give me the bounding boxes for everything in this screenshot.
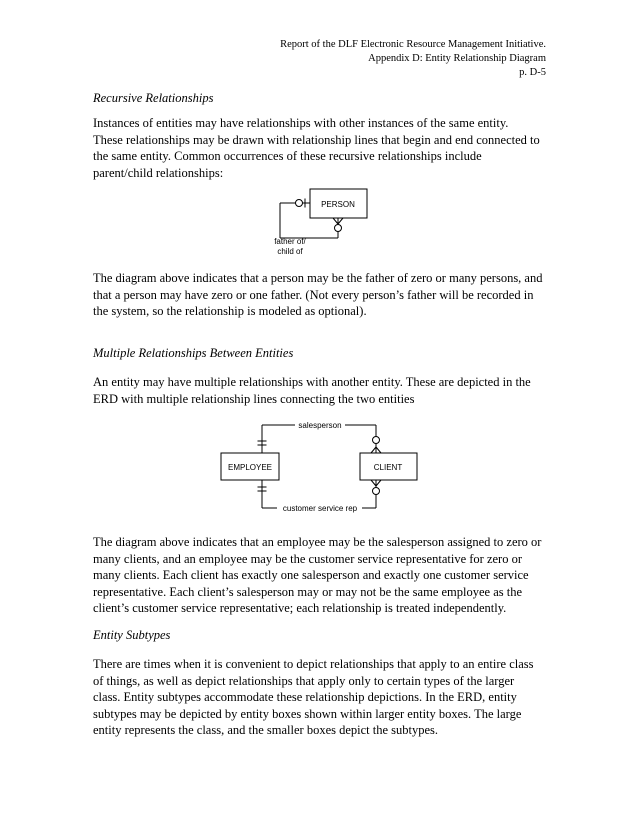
entity-employee-label: EMPLOYEE (227, 463, 273, 472)
page-header (280, 38, 546, 80)
relationship-label-father-of: father of/ (274, 237, 306, 246)
relationship-label-customer-service-rep: customer service rep (282, 504, 358, 513)
diagram-recursive-person (0, 183, 638, 263)
entity-client-label: CLIENT (373, 463, 403, 472)
entity-person-label: PERSON (321, 200, 355, 209)
text-line: These relationships may be drawn with relationship lines that begin and end connected to (93, 132, 540, 147)
paragraph-recursive-intro (93, 115, 553, 181)
text-line: many clients. Each client has exactly one salesperson and exactly one customer service (93, 568, 529, 582)
relationship-label-salesperson: salesperson (298, 421, 342, 430)
text-line: The diagram above indicates that an employee may be the salesperson assigned to zero or (93, 535, 542, 549)
text-line: class. Entity subtypes accommodate these relationship depictions. In the ERD, entity (93, 690, 517, 704)
text-line: the system, so the relationship is modeled as optional). (93, 304, 367, 318)
text-line: Instances of entities may have relationships with other instances of the same entity. (93, 116, 509, 130)
paragraph-entity-subtypes (93, 656, 553, 739)
header-appendix-title: Appendix D: Entity Relationship Diagram (368, 53, 546, 64)
text-line: An entity may have multiple relationships with another entity. These are depicted in the (93, 375, 531, 389)
heading-recursive-relationships: Recursive Relationships (93, 91, 214, 105)
text-line: subtypes may be depicted by entity boxes shown within larger entity boxes. The large (93, 706, 522, 721)
heading-entity-subtypes: Entity Subtypes (93, 628, 171, 642)
text-line: many clients, and an employee may be the customer service representative for zero or (93, 551, 522, 566)
text-line: client’s customer service representative; each relationship is treated independently. (93, 601, 507, 615)
text-line: that a person may have zero or one father. (Not every person’s father will be recorded in (93, 287, 534, 302)
text-line: the same entity. Common occurrences of these recursive relationships include (93, 149, 482, 163)
optional-circle-icon (335, 225, 342, 232)
header-page-number: p. D-5 (519, 67, 546, 78)
text-line: ERD with multiple relationship lines connecting the two entities (93, 391, 415, 406)
diagram-employee-client (0, 415, 638, 515)
optional-circle-icon (373, 488, 380, 495)
text-line: entity represents the class, and the smaller boxes depict the subtypes. (93, 723, 439, 737)
header-report-title: Report of the DLF Electronic Resource Management Initiative. (280, 39, 546, 50)
text-line: representative. Each client’s salesperson may or may not be the same employee as the (93, 584, 523, 599)
text-line: of things, as well as depict relationships that apply only to certain types of the larger (93, 673, 515, 688)
paragraph-multiple-intro (93, 374, 553, 407)
relationship-label-child-of: child of (277, 247, 303, 256)
heading-multiple-relationships: Multiple Relationships Between Entities (93, 346, 294, 360)
optional-circle-icon (296, 200, 303, 207)
paragraph-multiple-explanation (93, 534, 553, 617)
optional-circle-icon (373, 437, 380, 444)
paragraph-recursive-explanation (93, 270, 553, 320)
text-line: The diagram above indicates that a person may be the father of zero or many persons, and (93, 271, 543, 285)
text-line: parent/child relationships: (93, 165, 224, 180)
text-line: There are times when it is convenient to depict relationships that apply to an entire class (93, 657, 534, 671)
